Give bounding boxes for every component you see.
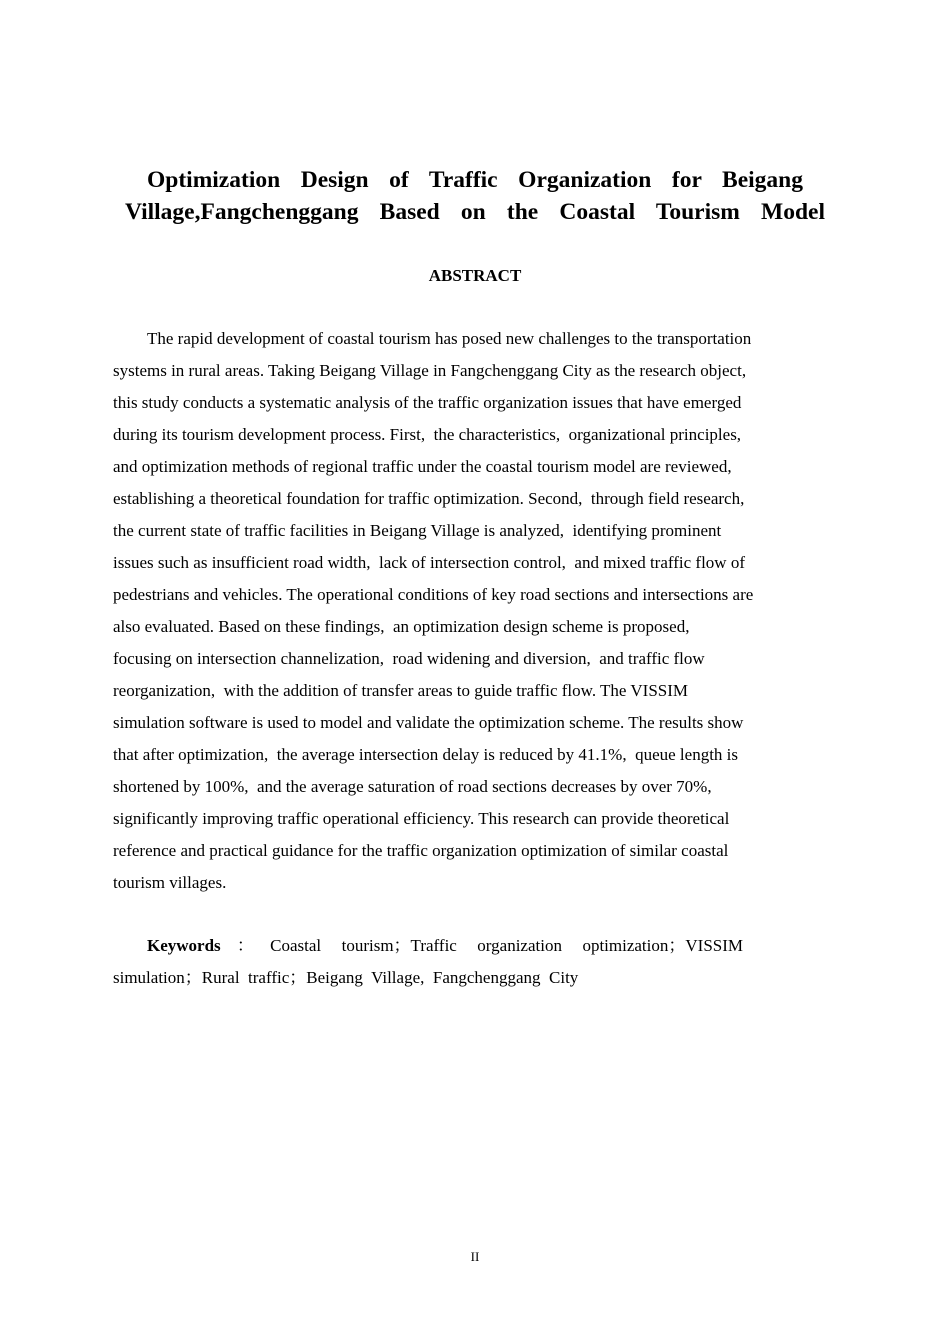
abstract-line: and optimization methods of regional traffic under the coastal tourism model are reviewed, bbox=[113, 457, 732, 476]
abstract-line: significantly improving traffic operational efficiency. This research can provide theoretical bbox=[113, 809, 730, 828]
abstract-line: systems in rural areas. Taking Beigang Village in Fangchenggang City as the research object, bbox=[113, 361, 747, 380]
keywords-line-1 bbox=[113, 930, 743, 962]
abstract-line: also evaluated. Based on these findings, an optimization design scheme is proposed, bbox=[113, 617, 690, 636]
abstract-line: establishing a theoretical foundation for traffic optimization. Second, through field research, bbox=[113, 489, 745, 508]
page-number: II bbox=[470, 1249, 480, 1264]
abstract-line: reorganization, with the addition of transfer areas to guide traffic flow. The VISSIM bbox=[113, 681, 689, 700]
keywords-separator: ： bbox=[220, 936, 271, 955]
title-line-1: Optimization Design of Traffic Organization for Beigang bbox=[147, 167, 803, 193]
abstract-line: during its tourism development process. First, the characteristics, organizational principles, bbox=[113, 425, 742, 444]
abstract-line: that after optimization, the average intersection delay is reduced by 41.1%, queue length is bbox=[113, 745, 739, 764]
abstract-line: reference and practical guidance for the traffic organization optimization of similar coastal bbox=[113, 841, 729, 860]
abstract-line: issues such as insufficient road width, lack of intersection control, and mixed traffic flow of bbox=[113, 553, 745, 572]
abstract-line: the current state of traffic facilities in Beigang Village is analyzed, identifying prominent bbox=[113, 521, 722, 540]
keywords-line-2: simulation；Rural traffic；Beigang Village, Fangchenggang City bbox=[113, 968, 579, 987]
keywords-label: Keywords bbox=[147, 936, 221, 955]
keywords-text-1: Coastal tourism；Traffic organization optimization；VISSIM bbox=[270, 936, 744, 955]
abstract-line: simulation software is used to model and validate the optimization scheme. The results show bbox=[113, 713, 744, 732]
abstract-line: focusing on intersection channelization, road widening and diversion, and traffic flow bbox=[113, 649, 705, 668]
abstract-line: tourism villages. bbox=[113, 873, 227, 892]
abstract-line: The rapid development of coastal tourism has posed new challenges to the transportation bbox=[147, 329, 752, 348]
keywords-section bbox=[113, 930, 743, 994]
abstract-line: shortened by 100%, and the average saturation of road sections decreases by over 70%, bbox=[113, 777, 712, 796]
abstract-heading: ABSTRACT bbox=[428, 266, 522, 285]
abstract-line: pedestrians and vehicles. The operational conditions of key road sections and intersections are bbox=[113, 585, 754, 604]
title-line-2: Village,Fangchenggang Based on the Coastal Tourism Model bbox=[125, 199, 825, 225]
abstract-body bbox=[113, 323, 837, 899]
abstract-line: this study conducts a systematic analysis of the traffic organization issues that have emerged bbox=[113, 393, 742, 412]
